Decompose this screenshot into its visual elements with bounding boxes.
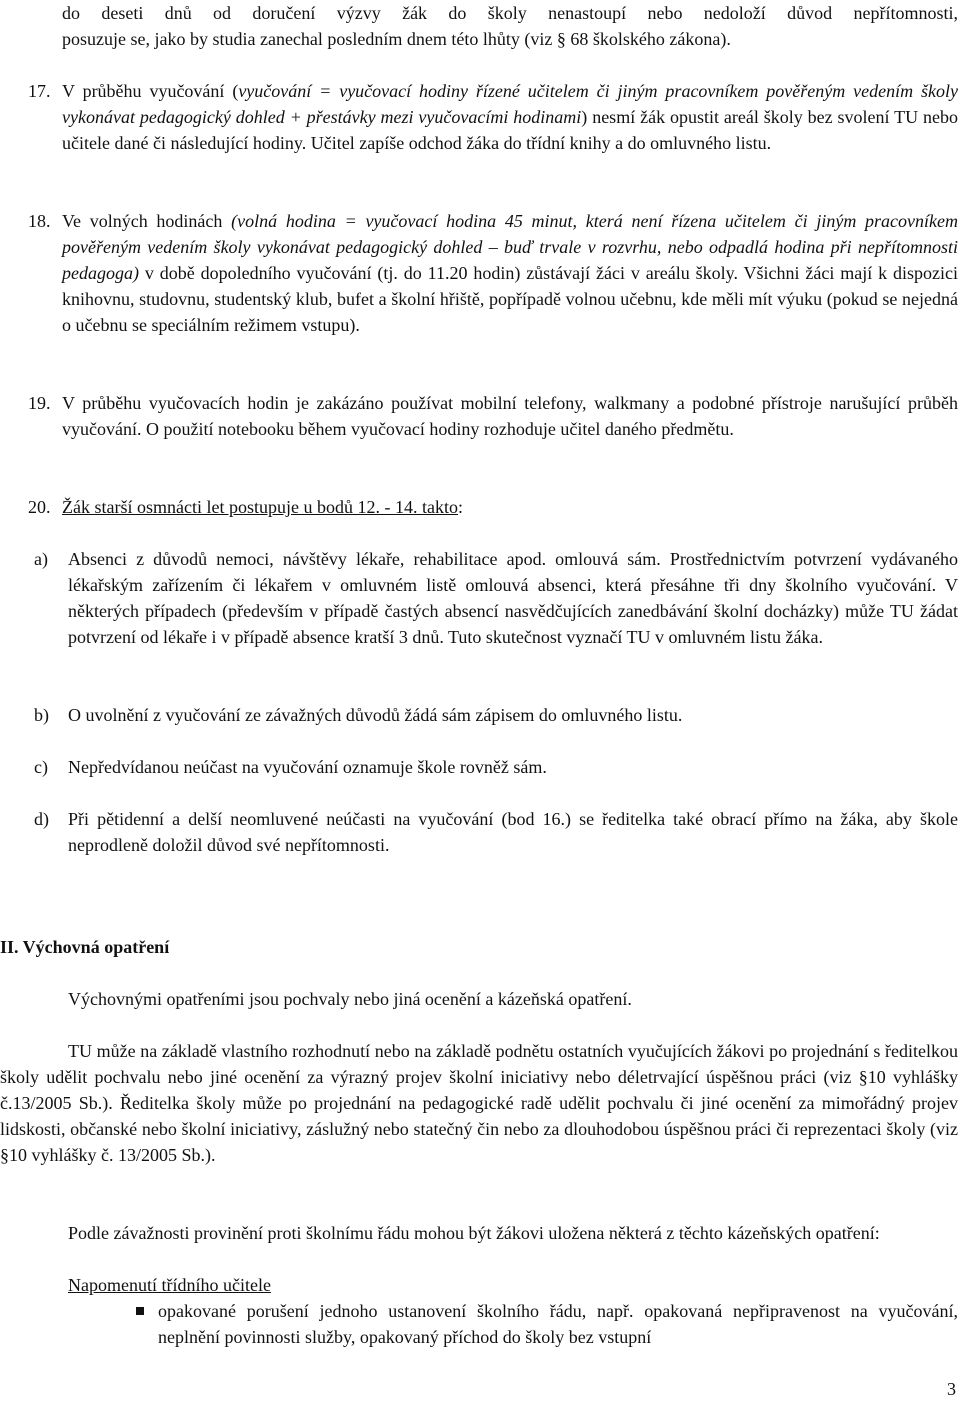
list-item-d-label: d) (34, 809, 49, 829)
p18-text-a: Ve volných hodinách (62, 211, 232, 231)
paragraph-17-text (62, 81, 958, 153)
list-item-b (34, 702, 958, 728)
list-item-d (34, 806, 958, 858)
paragraph-20 (28, 494, 958, 520)
p17-text-b: ) nesmí žák opustit areál školy bez svolení TU nebo učitele dané či následující hodiny. Učitel zapíše odchod žáka do třídní knihy a do omluvného listu. (62, 107, 959, 153)
list-item-a-label: a) (34, 549, 48, 569)
list-item-b-label: b) (34, 705, 49, 725)
bullet-item-text: opakované porušení jednoho ustanovení školního řádu, např. opakovaná nepřipravenost na vyučování, neplnění povinnosti služby, opakovaný příchod do školy bez vstupní (158, 1301, 958, 1347)
p17-text-italic: vyučování = vyučovací hodiny řízené učitelem či jiným pracovníkem pověřeným vedením školy vykonávat pedagogický dohled + přestávky mezi vyučovacími hodinami (62, 81, 958, 127)
section-paragraph-1: TU může na základě vlastního rozhodnutí nebo na základě podnětu ostatních vyučujících žákovi po projednání s ředitelkou školy udělit pochvalu nebo jiné ocenění za výrazný projev školní iniciativy nebo déletrvající úspěšnou práci (viz §10 vyhlášky č.13/2005 Sb.). Ředitelka školy může po projednání na pedagogické radě udělit pochvalu či jiné ocenění za mimořádný projev lidskosti, občanské nebo školní iniciativy, záslužný nebo statečný čin nebo za dlouhodobou úspěšnou práci či reprezentaci školy (viz §10 vyhlášky č. 13/2005 Sb.). (0, 1041, 958, 1165)
paragraph-19-text: V průběhu vyučovacích hodin je zakázáno používat mobilní telefony, walkmany a podobné přístroje narušující průběh vyučování. O použití notebooku během vyučovací hodiny rozhoduje učitel daného předmětu. (62, 393, 958, 439)
sub-heading: Napomenutí třídního učitele (68, 1275, 271, 1295)
paragraph-17-number: 17. (28, 81, 51, 101)
list-item-d-text: Při pětidenní a delší neomluvené neúčasti na vyučování (bod 16.) se ředitelka také obrací přímo na žáka, aby škole neprodleně doložil důvod své nepřítomnosti. (68, 809, 958, 855)
page-number: 3 (947, 1379, 956, 1399)
list-item-c (34, 754, 958, 780)
p18-text-italic: (volná hodina = vyučovací hodina 45 minut, která není řízena učitelem či jiným pracovníkem pověřeným vedením školy vykonávat pedagogický dohled – buď trvale v rozvrhu, nebo odpadlá hodina při nepřítomnosti pedagoga) (62, 211, 959, 283)
paragraph-20-number: 20. (28, 497, 51, 517)
paragraph-18 (28, 208, 959, 338)
paragraph-18-text (62, 211, 958, 335)
p18-text-b: v době dopoledního vyučování (tj. do 11.20 hodin) zůstávají žáci v areálu školy. Všichni žáci mají k dispozici knihovnu, studovnu, studentský klub, bufet a školní hřiště, popřípadě volnou učebnu, kde měli mít výuku (pokud se nejedná o učebnu se speciálním režimem vstupu). (62, 263, 958, 335)
bullet-item (136, 1298, 958, 1350)
paragraph-17 (28, 78, 959, 156)
paragraph-18-number: 18. (28, 211, 51, 231)
list-item-c-text: Nepředvídanou neúčast na vyučování oznamuje škole rovněž sám. (68, 757, 547, 777)
top-line-2: posuzuje se, jako by studia zanechal posledním dnem této lhůty (viz § 68 školského zákona). (62, 29, 731, 49)
p17-text-a: V průběhu vyučování ( (62, 81, 239, 101)
section-intro: Výchovnými opatřeními jsou pochvaly nebo jiná ocenění a kázeňská opatření. (68, 989, 632, 1009)
paragraph-19-number: 19. (28, 393, 51, 413)
list-item-a (34, 546, 958, 650)
list-item-c-label: c) (34, 757, 48, 777)
paragraph-20-underlined: Žák starší osmnácti let postupuje u bodů 12. - 14. takto (62, 497, 458, 517)
square-bullet-icon (136, 1307, 144, 1315)
top-line-1: do deseti dnů od doručení výzvy žák do školy nenastoupí nebo nedoloží důvod nepřítomnosti, (62, 3, 958, 23)
list-item-b-text: O uvolnění z vyučování ze závažných důvodů žádá sám zápisem do omluvného listu. (68, 705, 683, 725)
list-item-a-text: Absenci z důvodů nemoci, návštěvy lékaře, rehabilitace apod. omlouvá sám. Prostřednictvím potvrzení vydávaného lékařským zařízením či lékařem v omluvném listě omlouvá absenci, která přesáhne tři dny školního vyučování. V některých případech (především v případě častých absencí nasvědčujících zanedbávání školní docházky) může TU žádat potvrzení od lékaře i v případě absence kratší 3 dnů. Tuto skutečnost vyznačí TU v omluvném listu žáka. (68, 549, 958, 647)
section-paragraph-2: Podle závažnosti provinění proti školnímu řádu mohou být žákovi uložena některá z těchto kázeňských opatření: (68, 1223, 880, 1243)
paragraph-20-colon: : (457, 497, 463, 517)
top-paragraph (62, 0, 958, 52)
paragraph-19 (28, 390, 958, 442)
section-heading: II. Výchovná opatření (0, 937, 170, 957)
